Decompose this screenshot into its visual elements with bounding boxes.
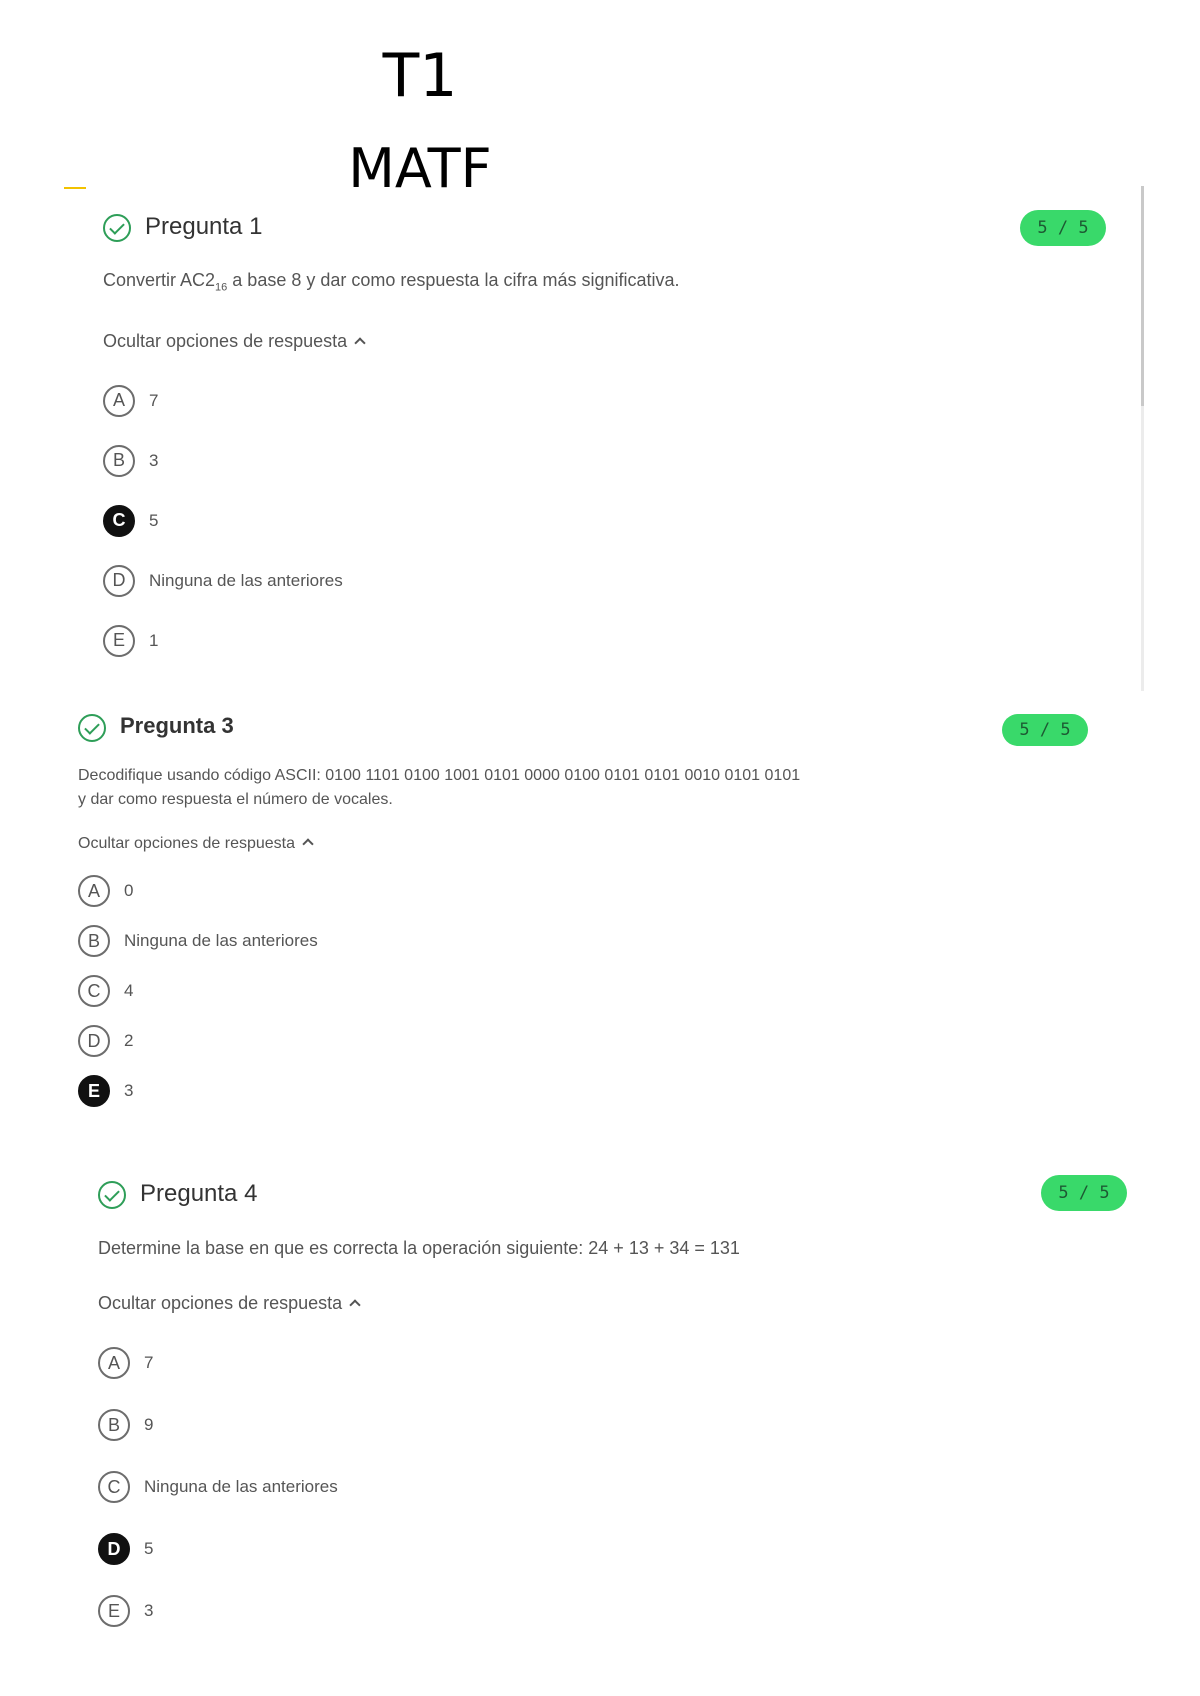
question-title: Pregunta 1: [145, 213, 263, 240]
answer-options: [78, 866, 1098, 1116]
option-text: 5: [144, 1539, 154, 1558]
answer-option-selected[interactable]: [98, 1518, 1138, 1580]
answer-option[interactable]: [78, 966, 1098, 1016]
hide-options-label: Ocultar opciones de respuesta: [98, 1293, 343, 1313]
score-badge: 5 / 5: [1020, 210, 1106, 246]
option-letter: A: [103, 385, 135, 417]
check-circle-icon: [103, 214, 131, 242]
question-header: [78, 710, 1098, 750]
answer-option[interactable]: [103, 611, 1103, 671]
option-text: 3: [149, 450, 159, 470]
question-header: [98, 1175, 1138, 1215]
question-title: Pregunta 3: [120, 713, 234, 738]
option-letter-selected: C: [103, 505, 135, 537]
hide-options-toggle[interactable]: [98, 1293, 1138, 1314]
document-subtitle: MATF: [348, 142, 492, 190]
question-text: Determine la base en que es correcta la operación siguiente: 24 + 13 + 34 = 131: [98, 1238, 740, 1258]
answer-option[interactable]: [103, 371, 1103, 431]
option-text: 7: [144, 1353, 154, 1372]
option-text: Ninguna de las anteriores: [124, 931, 318, 950]
answer-option-selected[interactable]: [103, 491, 1103, 551]
hide-options-toggle[interactable]: [78, 835, 1098, 853]
question-card: [78, 710, 1098, 1116]
check-circle-icon: [78, 714, 106, 742]
option-letter: D: [78, 1025, 110, 1057]
option-letter: C: [78, 975, 110, 1007]
option-letter: A: [98, 1347, 130, 1379]
answer-option[interactable]: [78, 866, 1098, 916]
option-letter-selected: D: [98, 1533, 130, 1565]
option-letter: B: [98, 1409, 130, 1441]
question-header: [103, 210, 1103, 250]
scrollbar-thumb[interactable]: [1141, 186, 1144, 406]
option-text: Ninguna de las anteriores: [149, 570, 343, 590]
chevron-up-icon: [349, 1299, 360, 1310]
chevron-up-icon: [354, 337, 365, 348]
option-text: 9: [144, 1415, 154, 1434]
option-text: 3: [124, 1081, 134, 1100]
accent-mark: [64, 187, 86, 189]
question-title: Pregunta 4: [140, 1180, 258, 1207]
option-letter: D: [103, 565, 135, 597]
option-text: 0: [124, 881, 134, 900]
option-letter: C: [98, 1471, 130, 1503]
hide-options-label: Ocultar opciones de respuesta: [103, 330, 348, 351]
answer-option[interactable]: [98, 1456, 1138, 1518]
option-letter: E: [103, 625, 135, 657]
option-text: 3: [144, 1601, 154, 1620]
option-letter: E: [98, 1595, 130, 1627]
option-text: Ninguna de las anteriores: [144, 1477, 338, 1496]
option-letter-selected: E: [78, 1075, 110, 1107]
question-text: Decodifique usando código ASCII: 0100 1101 0100 1001 0101 0000 0100 0101 0101 0010 0101 0101 y dar como respuesta el número de vocales.: [78, 767, 801, 808]
score-badge: 5 / 5: [1002, 714, 1088, 746]
answer-option[interactable]: [78, 1016, 1098, 1066]
answer-option[interactable]: [98, 1580, 1138, 1642]
question-card: [103, 210, 1103, 671]
check-circle-icon: [98, 1181, 126, 1209]
answer-option[interactable]: [98, 1332, 1138, 1394]
option-letter: B: [78, 925, 110, 957]
option-text: 7: [149, 390, 159, 410]
option-letter: A: [78, 875, 110, 907]
answer-option[interactable]: [103, 551, 1103, 611]
hide-options-toggle[interactable]: [103, 331, 1103, 352]
hide-options-label: Ocultar opciones de respuesta: [78, 835, 296, 852]
score-badge: 5 / 5: [1041, 1175, 1127, 1211]
answer-options: [103, 371, 1103, 671]
answer-option[interactable]: [98, 1394, 1138, 1456]
chevron-up-icon: [302, 838, 313, 849]
answer-option-selected[interactable]: [78, 1066, 1098, 1116]
option-text: 2: [124, 1031, 134, 1050]
document-title: T1: [382, 41, 458, 111]
answer-option[interactable]: [103, 431, 1103, 491]
option-text: 4: [124, 981, 134, 1000]
answer-options: [98, 1332, 1138, 1642]
option-letter: B: [103, 445, 135, 477]
option-text: 5: [149, 510, 159, 530]
option-text: 1: [149, 630, 159, 650]
question-text: Convertir $AC2_{16}$ a base 8 y dar como respuesta la cifra más significativa.: [103, 270, 680, 294]
answer-option[interactable]: [78, 916, 1098, 966]
question-card: [98, 1175, 1138, 1642]
